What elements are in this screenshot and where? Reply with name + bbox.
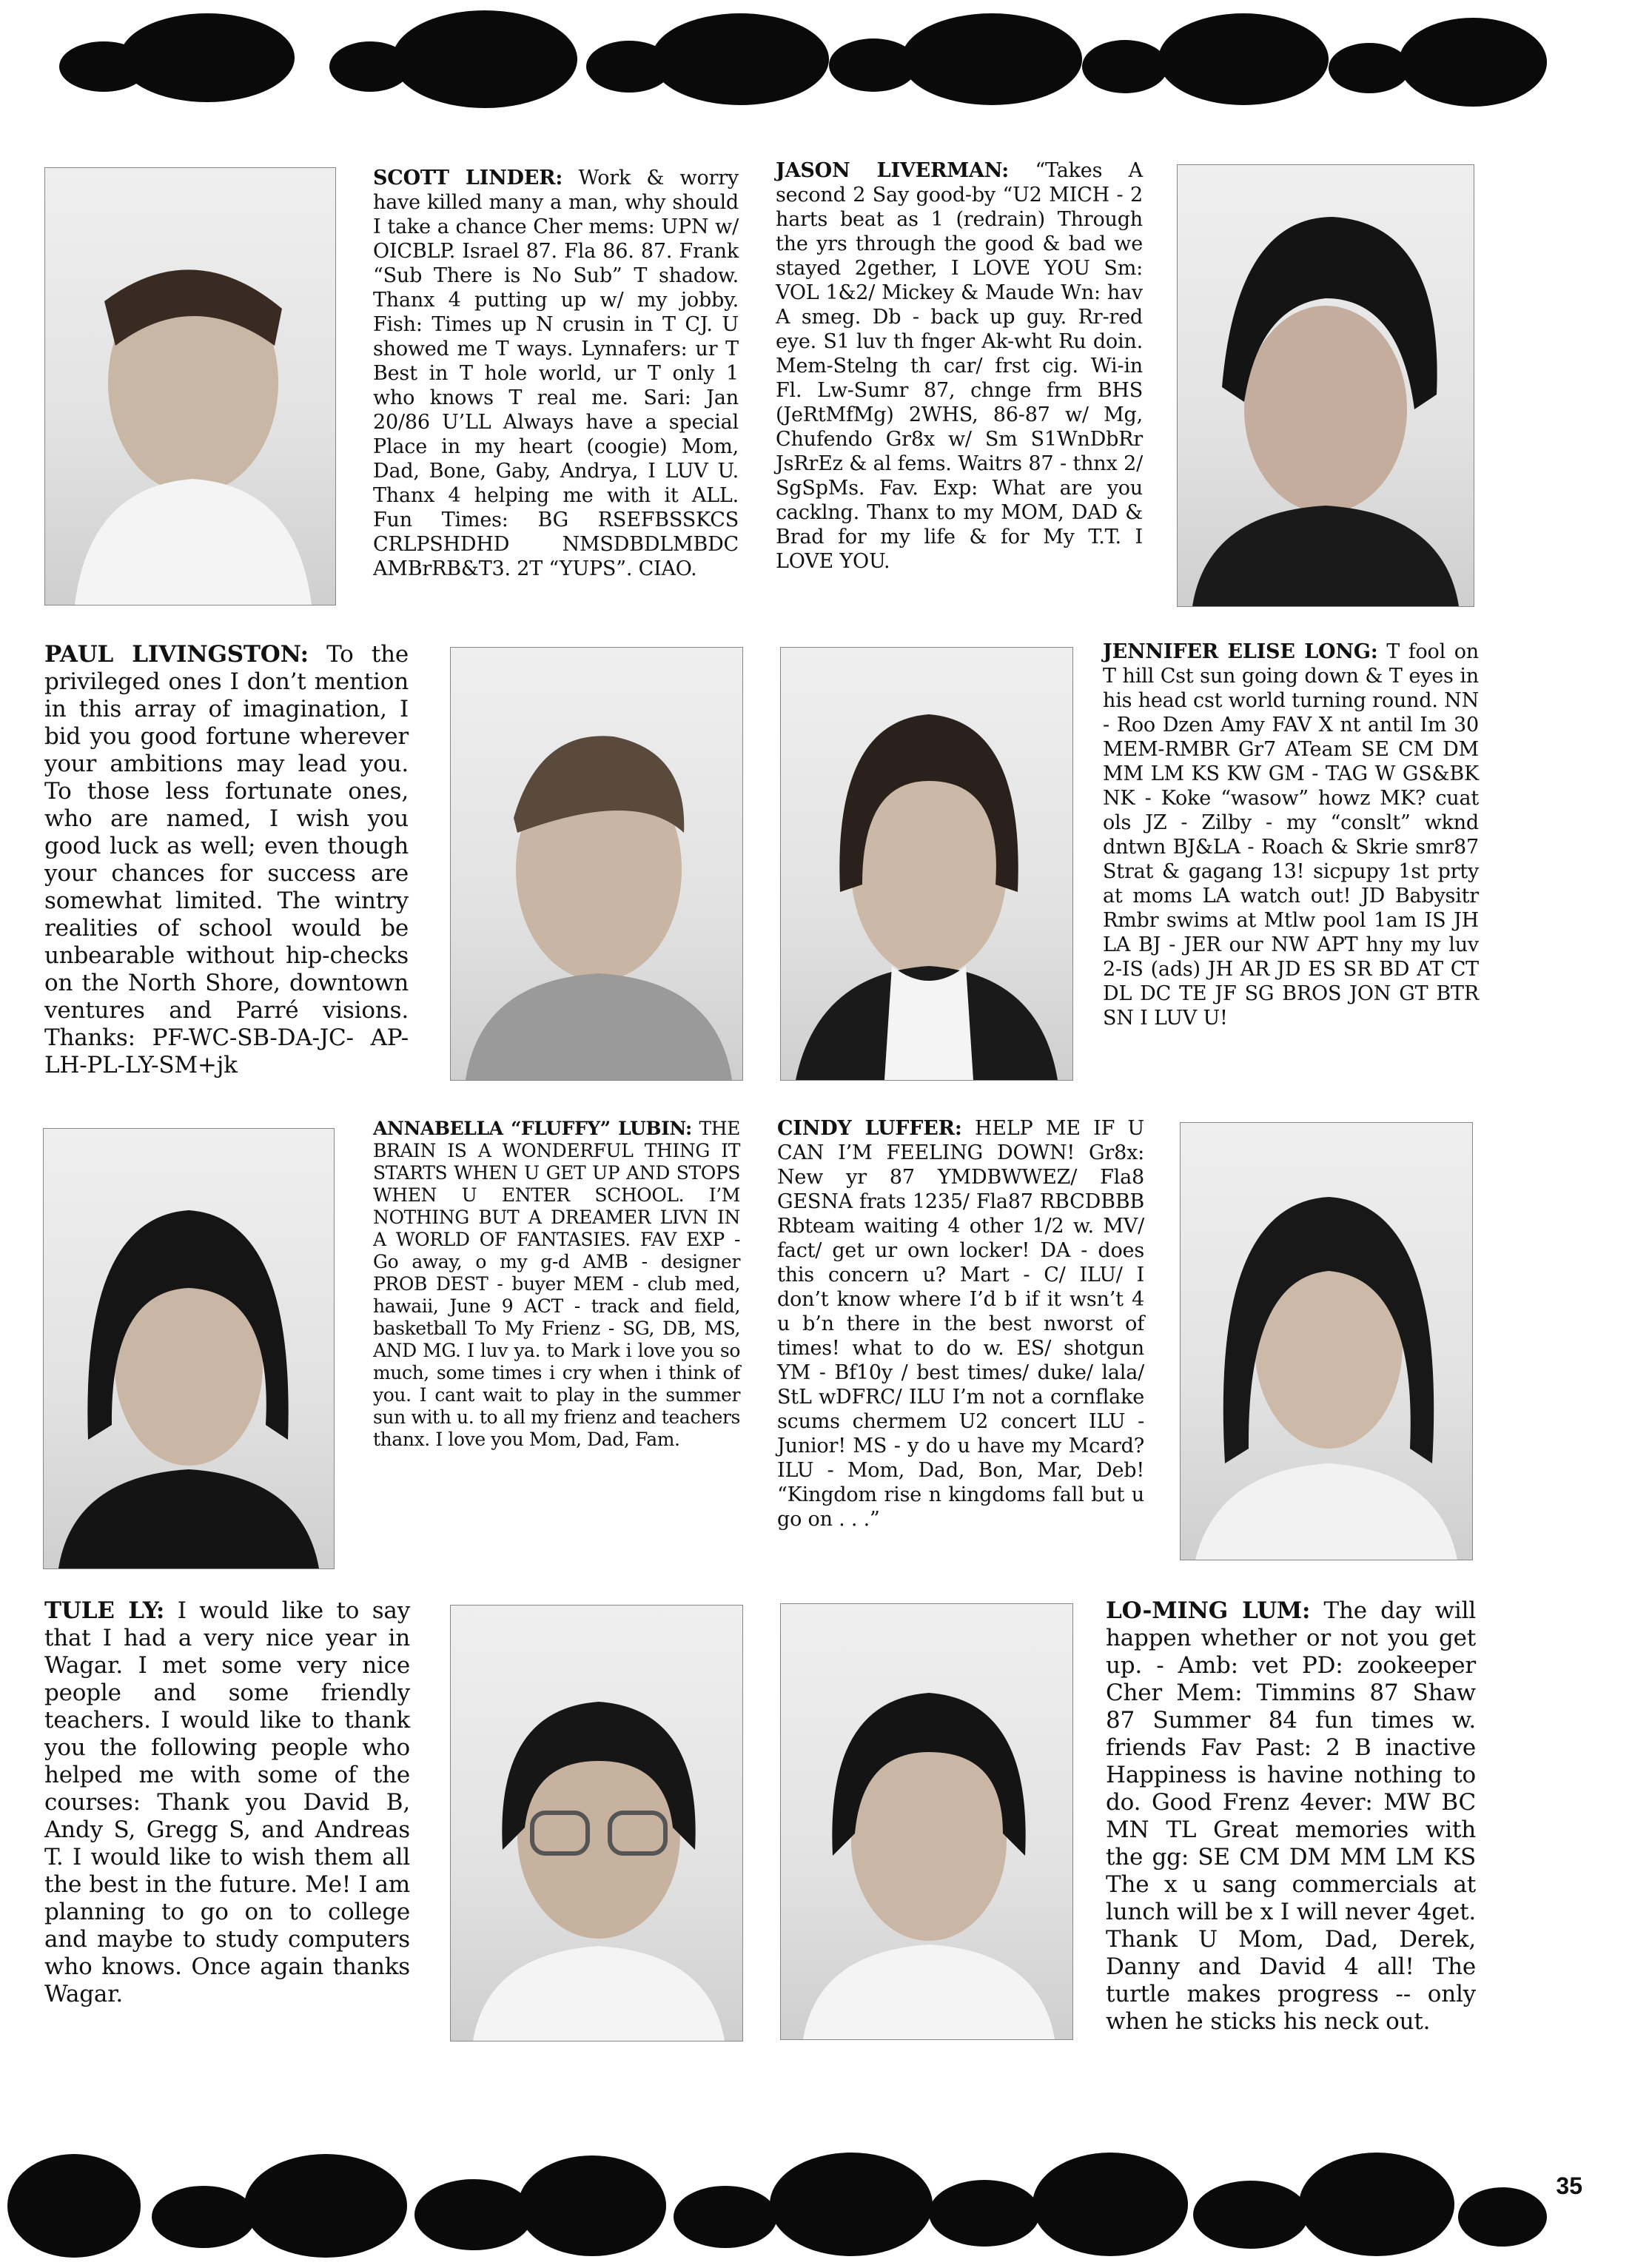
- entry-name: JASON LIVERMAN:: [776, 159, 1009, 182]
- entry-name: LO-MING LUM:: [1106, 1597, 1311, 1624]
- footprint-border-top: [0, 0, 1652, 133]
- portrait-photo-scott-linder: [44, 167, 336, 605]
- senior-entry-cindy-luffer: [777, 1116, 1144, 1531]
- entry-text: HELP ME IF U CAN I’M FEELING DOWN! Gr8x: New yr 87 YMDBWWEZ/ Fla8 GESNA frats 1235/ Fla87 RBCDBBB Rbteam waiting 4 other 1/2 w. MV/ fact/ get ur own locker! DA - does this concern u? Mart - C/ ILU/ I don’t know where I’d b if it wsn’t 4 u b’n there in the best nworst of times! what to do w. ES/ shotgun YM - Bf10y / best times/ duke/ lala/ StL wDFRC/ ILU I’m not a cornflake scums chermem U2 concert ILU - Junior! MS - y do u have my Mcard? ILU - Mom, Dad, Bon, Mar, Deb! “Kingdom rise n kingdoms fall but u go on . . .”: [777, 1117, 1144, 1531]
- entry-text: T fool on T hill Cst sun going down & T eyes in his head cst world turning round. NN - Roo Dzen Amy FAV X nt antil Im 30 MEM-RMBR Gr7 ATeam SE CM DM MM LM KS KW GM - TAG W GS&BK NK - Koke “wasow” howz MK? cuat ols JZ - Zilby - my “conslt” wknd dntwn BJ&LA - Roach & Skrie smr87 Strat & gagang 13! sicpupy 1st prty at moms LA watch out! JD Babysitr Rmbr swims at Mtlw pool 1am IS JH LA BJ - JER our NW APT hny my luv 2-IS (ads) JH AR JD ES SR BD AT CT DL DC TE JF SG BROS JON GT BTR SN I LUV U!: [1103, 640, 1479, 1030]
- senior-entry-annabella-lubin: [373, 1118, 740, 1451]
- entry-name: CINDY LUFFER:: [777, 1117, 962, 1140]
- page-number: 35: [1556, 2173, 1582, 2199]
- entry-name: SCOTT LINDER:: [373, 167, 563, 189]
- entry-text: Work & worry have killed many a man, why should I take a chance Cher mems: UPN w/ OICBLP. Israel 87. Fla 86. 87. Frank “Sub There is No Sub” T shadow. Thanx 4 putting up w/ my jobby. Fish: Times up N crusin in T CJ. U showed me T ways. Lynnafers: ur T Best in T hole world, ur T only 1 who knows T real me. Sari: Jan 20/86 U’LL Always have a special Place in my heart (coogie) Mom, Dad, Bone, Gaby, Andrya, I LUV U. Thanx 4 helping me with it ALL. Fun Times: BG RSEFBSSKCS CRLPSHDHD NMSDBDLMBDC AMBrRB&T3. 2T “YUPS”. CIAO.: [373, 167, 739, 580]
- senior-entry-jason-liverman: [776, 158, 1143, 574]
- footprint-border-bottom: [0, 2132, 1652, 2268]
- portrait-photo-tule-ly: [450, 1605, 743, 2041]
- entry-text: To the privileged ones I don’t mention in this array of imagination, I bid you good fortune wherever your ambitions may lead you. To those less fortunate ones, who are named, I wish you good luck as well; even though your chances for success are somewhat limited. The wintry realities of school would be unbearable without hip-checks on the North Shore, downtown ventures and Parré visions. Thanks: PF-WC-SB-DA-JC- AP-LH-PL-LY-SM+jk: [44, 641, 409, 1078]
- senior-entry-lo-ming-lum: [1106, 1597, 1476, 2036]
- senior-entry-jennifer-elise-long: [1103, 640, 1479, 1030]
- entry-text: THE BRAIN IS A WONDERFUL THING IT STARTS WHEN U GET UP AND STOPS WHEN U ENTER SCHOOL. I’M NOTHING BUT A DREAMER LIVN IN A WORLD OF FANTASIES. FAV EXP - Go away, o my g-d AMB - designer PROB DEST - buyer MEM - club med, hawaii, June 9 ACT - track and field, basketball To My Frienz - SG, DB, MS, AND MG. I luv ya. to Mark i love you so much, some times i cry when i think of you. I cant wait to play in the summer sun with u. to all my frienz and teachers thanx. I love you Mom, Dad, Fam.: [373, 1118, 740, 1450]
- entry-name: TULE LY:: [44, 1597, 165, 1624]
- portrait-photo-lo-ming-lum: [780, 1603, 1073, 2040]
- portrait-photo-annabella-lubin: [43, 1128, 335, 1569]
- portrait-photo-jason-liverman: [1177, 164, 1474, 607]
- entry-text: The day will happen whether or not you get up. - Amb: vet PD: zookeeper Cher Mem: Timmins 87 Shaw 87 Summer 84 fun times w. friends Fav Past: 2 B inactive Happiness is havine nothing to do. Good Frenz 4ever: MW BC MN TL Great memories with the gg: SE CM DM MM LM KS The x u sang commercials at lunch will be x I will never 4get. Thank U Mom, Dad, Derek, Danny and David 4 all! The turtle makes progress -- only when he sticks his neck out.: [1106, 1597, 1476, 2035]
- entry-name: ANNABELLA “FLUFFY” LUBIN:: [373, 1118, 692, 1139]
- entry-text: “Takes A second 2 Say good-by “U2 MICH - 2 harts beat as 1 (redrain) Through the yrs through the good & bad we stayed 2gether, I LOVE YOU Sm: VOL 1&2/ Mickey & Maude Wn: hav A smeg. Db - back up guy. Rr-red eye. S1 luv th fnger Ak-wht Ru doin. Mem-Stelng th car/ frst cig. Wi-in Fl. Lw-Sumr 87, chnge frm BHS (JeRtMfMg) 2WHS, 86-87 w/ Mg, Chufendo Gr8x w/ Sm S1WnDbRr JsRrEz & al fems. Waitrs 87 - thnx 2/ SgSpMs. Fav. Exp: What are you cacklng. Thanx to my MOM, DAD & Brad for my life & for My T.T. I LOVE YOU.: [776, 159, 1143, 573]
- entry-text: I would like to say that I had a very nice year in Wagar. I met some very nice people and some friendly teachers. I would like to thank you the following people who helped me with some of the courses: Thank you David B, Andy S, Gregg S, and Andreas T. I would like to wish them all the best in the future. Me! I am planning to go on to college and maybe to study computers who knows. Once again thanks Wagar.: [44, 1597, 411, 2007]
- senior-entry-tule-ly: [44, 1597, 410, 2008]
- portrait-photo-jennifer-elise-long: [780, 647, 1073, 1081]
- senior-entry-paul-livingston: [44, 641, 409, 1079]
- portrait-photo-paul-livingston: [450, 647, 743, 1081]
- entry-name: PAUL LIVINGSTON:: [44, 641, 309, 668]
- senior-entry-scott-linder: [373, 166, 739, 581]
- entry-name: JENNIFER ELISE LONG:: [1103, 640, 1378, 663]
- portrait-photo-cindy-luffer: [1180, 1122, 1473, 1560]
